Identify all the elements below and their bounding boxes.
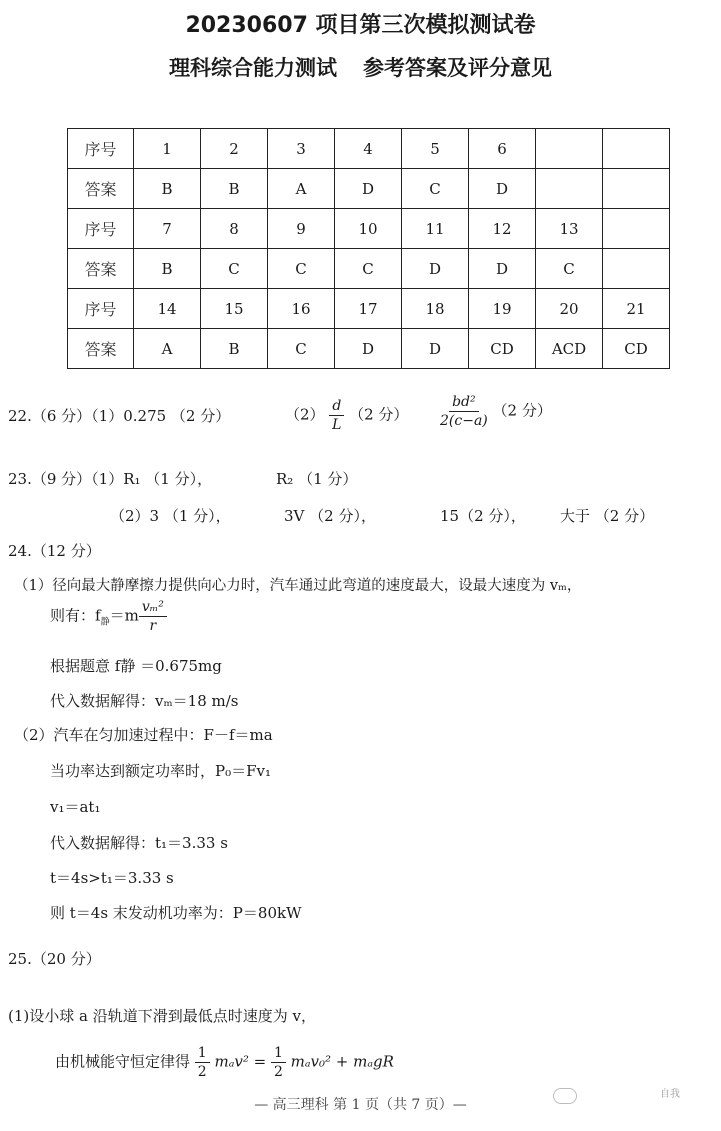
table-cell: 19: [469, 289, 536, 329]
table-cell: 11: [402, 209, 469, 249]
q24-line2-num: vₘ²: [139, 598, 167, 617]
table-cell: B: [201, 169, 268, 209]
table-row-header: 序号: [68, 129, 134, 169]
q22-part2: [285, 397, 408, 434]
q24-line10: 则 t＝4s 末发动机功率为：P＝80kW: [50, 904, 302, 922]
table-cell: [603, 249, 670, 289]
page-footer: — 高三理科 第 1 页（共 7 页）—: [254, 1097, 467, 1113]
table-cell: 1: [134, 129, 201, 169]
q22-frac1-den: L: [332, 417, 342, 433]
table-row-answer: [68, 249, 670, 289]
q22-pts2: （2 分）: [492, 401, 552, 420]
q24-line3: 根据题意 f静 ＝0.675mg: [50, 657, 222, 675]
table-cell: CD: [469, 329, 536, 369]
table-cell: C: [201, 249, 268, 289]
table-cell: A: [134, 329, 201, 369]
watermark-text: 自我: [660, 1089, 680, 1100]
q24-line9: t＝4s>t₁＝3.33 s: [50, 869, 174, 887]
table-cell: 9: [268, 209, 335, 249]
q24-line2-mid: ＝m: [109, 606, 139, 625]
q24-line5: （2）汽车在匀加速过程中：F－f＝ma: [14, 726, 273, 744]
q24-line2-sub: 静: [100, 617, 110, 628]
subtitle-left: 理科综合能力测试: [169, 56, 337, 80]
table-cell: 2: [201, 129, 268, 169]
q24-line2: [50, 598, 167, 635]
q22-frac1-num: d: [329, 397, 344, 416]
table-row-answer: [68, 169, 670, 209]
table-cell: ACD: [536, 329, 603, 369]
table-cell: D: [469, 249, 536, 289]
table-row-header: 答案: [68, 249, 134, 289]
q23-line2b: 3V （2 分），: [284, 507, 376, 525]
table-cell: [603, 169, 670, 209]
table-cell: [603, 129, 670, 169]
table-cell: 14: [134, 289, 201, 329]
q25-line1: (1)设小球 a 沿轨道下滑到最低点时速度为 v，: [8, 1007, 316, 1025]
q25-half-1: [195, 1044, 210, 1081]
table-cell: 12: [469, 209, 536, 249]
table-cell: D: [469, 169, 536, 209]
table-cell: C: [268, 329, 335, 369]
table-row-answer: [68, 329, 670, 369]
table-cell: 20: [536, 289, 603, 329]
table-cell: 21: [603, 289, 670, 329]
table-cell: 7: [134, 209, 201, 249]
table-cell: 17: [335, 289, 402, 329]
table-cell: [603, 209, 670, 249]
table-row-header: 答案: [68, 329, 134, 369]
q23-line1b: R₂ （1 分）: [276, 470, 358, 488]
q24-line7: v₁＝at₁: [50, 798, 101, 816]
table-cell: 3: [268, 129, 335, 169]
q25-eq-a: mₐv² =: [214, 1052, 267, 1071]
q25-line2: [55, 1044, 394, 1081]
table-row-header: 答案: [68, 169, 134, 209]
page-subtitle: [0, 52, 721, 82]
table-row-number: [68, 289, 670, 329]
q22-part2-label: （2）: [285, 405, 325, 424]
table-cell: C: [402, 169, 469, 209]
q22-pts1: （2 分）: [349, 405, 409, 424]
table-row-header: 序号: [68, 289, 134, 329]
table-cell: 10: [335, 209, 402, 249]
table-row-number: [68, 209, 670, 249]
table-row-number: [68, 129, 670, 169]
table-cell: 6: [469, 129, 536, 169]
q23-line2d: 大于 （2 分）: [560, 507, 655, 525]
q24-head: 24.（12 分）: [8, 542, 101, 560]
q25-half-1-num: 1: [195, 1044, 210, 1063]
q25-head: 25.（20 分）: [8, 950, 101, 968]
table-cell: 16: [268, 289, 335, 329]
table-cell: B: [134, 249, 201, 289]
table-cell: 13: [536, 209, 603, 249]
table-cell: CD: [603, 329, 670, 369]
table-cell: D: [402, 249, 469, 289]
q25-line2-prefix: 由机械能守恒定律得: [55, 1052, 191, 1071]
q23-line2c: 15（2 分），: [440, 507, 526, 525]
subtitle-right: 参考答案及评分意见: [363, 56, 552, 80]
q23-line1a: 23.（9 分）（1）R₁ （1 分），: [8, 470, 213, 488]
q25-half-2-num: 1: [271, 1044, 286, 1063]
table-cell: 18: [402, 289, 469, 329]
table-cell: [536, 129, 603, 169]
q24-line2-prefix: 则有：f: [50, 606, 101, 625]
q23-line2a: （2）3 （1 分），: [110, 507, 231, 525]
q22-frac2-den: 2(c−a): [440, 413, 488, 429]
table-cell: 15: [201, 289, 268, 329]
table-cell: C: [268, 249, 335, 289]
table-cell: 8: [201, 209, 268, 249]
table-cell: B: [201, 329, 268, 369]
q25-eq-b: mₐv₀² + mₐgR: [290, 1052, 394, 1071]
q24-line2-frac: [139, 598, 167, 635]
table-cell: A: [268, 169, 335, 209]
q24-line1: （1）径向最大静摩擦力提供向心力时，汽车通过此弯道的速度最大，设最大速度为 vₘ，: [14, 578, 582, 594]
table-cell: D: [402, 329, 469, 369]
table-cell: D: [335, 169, 402, 209]
table-cell: D: [335, 329, 402, 369]
q22-head: 22.（6 分）（1）0.275 （2 分）: [8, 407, 231, 425]
q22-expr: [440, 393, 552, 430]
table-row-header: 序号: [68, 209, 134, 249]
q24-line8: 代入数据解得：t₁＝3.33 s: [50, 834, 228, 852]
table-cell: 5: [402, 129, 469, 169]
table-cell: C: [335, 249, 402, 289]
table-cell: [536, 169, 603, 209]
q22-frac1: [329, 397, 344, 434]
answer-table: [67, 128, 670, 369]
q24-line6: 当功率达到额定功率时，P₀＝Fv₁: [50, 762, 272, 780]
q22-frac2-num: bd²: [449, 393, 479, 412]
q22-frac2: [440, 393, 488, 430]
q24-line4: 代入数据解得：vₘ＝18 m/s: [50, 692, 239, 710]
q25-half-1-den: 2: [197, 1064, 207, 1080]
table-cell: B: [134, 169, 201, 209]
table-cell: 4: [335, 129, 402, 169]
q24-line2-den: r: [149, 618, 157, 634]
table-cell: C: [536, 249, 603, 289]
q25-half-2-den: 2: [273, 1064, 283, 1080]
q25-half-2: [271, 1044, 286, 1081]
page-title: 20230607 项目第三次模拟测试卷: [185, 13, 536, 38]
